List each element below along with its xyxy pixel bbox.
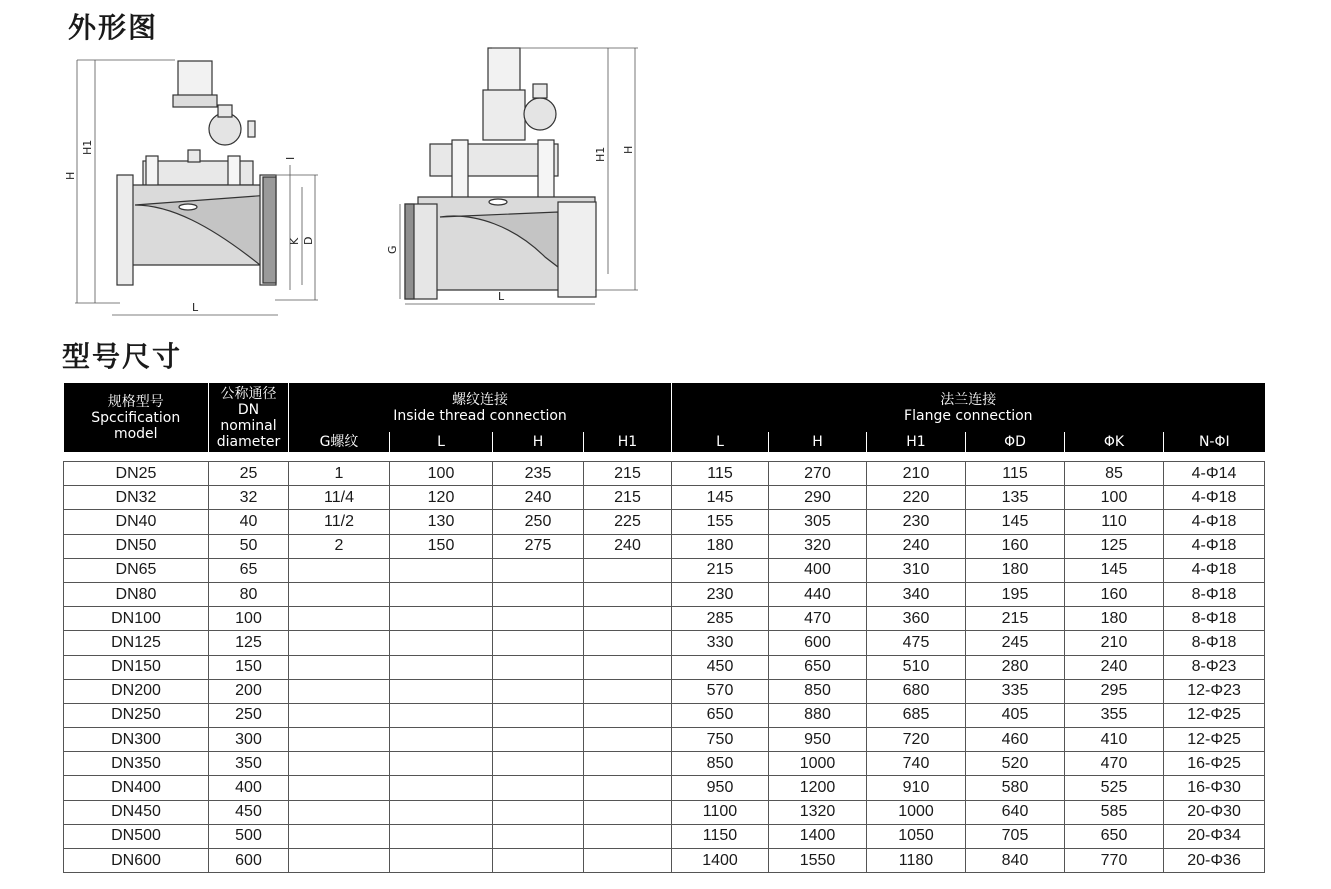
table-cell: 4-Φ18: [1164, 510, 1265, 534]
table-cell: 720: [867, 728, 966, 752]
table-cell: [390, 752, 493, 776]
table-cell: [493, 607, 584, 631]
table-cell: 1400: [672, 849, 769, 873]
table-cell: 20-Φ34: [1164, 824, 1265, 848]
table-cell: 155: [672, 510, 769, 534]
table-cell: 100: [390, 462, 493, 486]
table-cell: 235: [493, 462, 584, 486]
table-cell: 16-Φ30: [1164, 776, 1265, 800]
table-cell: [289, 824, 390, 848]
table-cell: [584, 824, 672, 848]
table-cell: [584, 631, 672, 655]
table-cell: [493, 776, 584, 800]
dim-label-g: G: [386, 245, 399, 254]
table-cell: [584, 800, 672, 824]
table-cell: 32: [209, 486, 289, 510]
table-cell: 110: [1065, 510, 1164, 534]
table-cell: 400: [209, 776, 289, 800]
table-cell: 40: [209, 510, 289, 534]
table-cell: DN100: [64, 607, 209, 631]
table-cell: 340: [867, 582, 966, 606]
table-cell: 685: [867, 703, 966, 727]
header-thread-h: H: [493, 432, 584, 452]
table-cell: 215: [584, 462, 672, 486]
table-cell: 11/2: [289, 510, 390, 534]
table-cell: 4-Φ18: [1164, 558, 1265, 582]
table-cell: 570: [672, 679, 769, 703]
header-spec: 规格型号 Spccification model: [64, 383, 209, 452]
header-flange-ok: ΦK: [1065, 432, 1164, 452]
table-cell: DN250: [64, 703, 209, 727]
dim-label-h-thread: H: [622, 145, 635, 154]
table-cell: 1000: [867, 800, 966, 824]
table-cell: [390, 655, 493, 679]
table-cell: 880: [769, 703, 867, 727]
table-cell: 80: [209, 582, 289, 606]
table-cell: 1180: [867, 849, 966, 873]
table-cell: 180: [966, 558, 1065, 582]
table-cell: 150: [390, 534, 493, 558]
table-cell: 470: [1065, 752, 1164, 776]
table-cell: [584, 728, 672, 752]
header-flange-l: L: [672, 432, 769, 452]
table-cell: 4-Φ18: [1164, 534, 1265, 558]
table-cell: DN200: [64, 679, 209, 703]
table-cell: 705: [966, 824, 1065, 848]
table-cell: 640: [966, 800, 1065, 824]
table-cell: 525: [1065, 776, 1164, 800]
table-cell: [289, 631, 390, 655]
table-cell: DN65: [64, 558, 209, 582]
table-cell: [493, 849, 584, 873]
table-cell: 130: [390, 510, 493, 534]
size-section-title: 型号尺寸: [62, 340, 183, 373]
table-row: [64, 849, 1265, 873]
table-cell: 25: [209, 462, 289, 486]
table-row: [64, 655, 1265, 679]
table-cell: 50: [209, 534, 289, 558]
table-cell: [493, 824, 584, 848]
header-flange: 法兰连接 Flange connection: [672, 383, 1265, 432]
table-cell: DN400: [64, 776, 209, 800]
dim-label-l-thread: L: [498, 290, 505, 303]
table-cell: 650: [769, 655, 867, 679]
table-cell: [584, 655, 672, 679]
table-cell: 100: [1065, 486, 1164, 510]
table-cell: 280: [966, 655, 1065, 679]
dim-label-h1: H1: [81, 139, 94, 155]
table-cell: [390, 631, 493, 655]
table-cell: 8-Φ18: [1164, 607, 1265, 631]
table-cell: [289, 655, 390, 679]
table-cell: 4-Φ14: [1164, 462, 1265, 486]
table-cell: DN80: [64, 582, 209, 606]
table-row: [64, 703, 1265, 727]
table-cell: [584, 776, 672, 800]
table-cell: 195: [966, 582, 1065, 606]
table-cell: [289, 558, 390, 582]
table-cell: 950: [672, 776, 769, 800]
table-cell: DN125: [64, 631, 209, 655]
table-cell: 650: [672, 703, 769, 727]
table-cell: 12-Φ23: [1164, 679, 1265, 703]
table-cell: [493, 703, 584, 727]
table-cell: [493, 679, 584, 703]
table-cell: [390, 824, 493, 848]
table-cell: 950: [769, 728, 867, 752]
table-cell: 270: [769, 462, 867, 486]
table-row: [64, 558, 1265, 582]
table-cell: [584, 752, 672, 776]
header-flange-holes: N-ΦI: [1164, 432, 1265, 452]
table-cell: 4-Φ18: [1164, 486, 1265, 510]
table-cell: 2: [289, 534, 390, 558]
table-cell: 210: [867, 462, 966, 486]
table-cell: [289, 582, 390, 606]
table-cell: 520: [966, 752, 1065, 776]
table-cell: 350: [209, 752, 289, 776]
dim-label-d: D: [302, 236, 315, 245]
header-dn: 公称通径 DN nominal diameter: [209, 383, 289, 452]
table-cell: 680: [867, 679, 966, 703]
table-cell: 275: [493, 534, 584, 558]
table-cell: 750: [672, 728, 769, 752]
table-cell: 410: [1065, 728, 1164, 752]
table-cell: [390, 728, 493, 752]
table-cell: 580: [966, 776, 1065, 800]
table-cell: [493, 728, 584, 752]
header-g-thread: G螺纹: [289, 432, 390, 452]
table-cell: 240: [584, 534, 672, 558]
table-cell: 650: [1065, 824, 1164, 848]
table-row: [64, 510, 1265, 534]
table-cell: 16-Φ25: [1164, 752, 1265, 776]
table-cell: [390, 558, 493, 582]
table-cell: 160: [966, 534, 1065, 558]
table-cell: 125: [1065, 534, 1164, 558]
table-row: [64, 631, 1265, 655]
header-flange-h1: H1: [867, 432, 966, 452]
spec-table: [63, 383, 1265, 873]
table-cell: 250: [209, 703, 289, 727]
dim-label-k: K: [288, 237, 301, 245]
table-cell: 230: [672, 582, 769, 606]
table-cell: 500: [209, 824, 289, 848]
header-thread-h1: H1: [584, 432, 672, 452]
table-cell: 115: [966, 462, 1065, 486]
table-cell: 1050: [867, 824, 966, 848]
table-cell: 20-Φ36: [1164, 849, 1265, 873]
table-cell: 1100: [672, 800, 769, 824]
table-cell: 1550: [769, 849, 867, 873]
table-cell: [584, 679, 672, 703]
table-cell: 300: [209, 728, 289, 752]
table-cell: [493, 631, 584, 655]
table-cell: 145: [672, 486, 769, 510]
table-cell: 8-Φ18: [1164, 582, 1265, 606]
table-cell: 160: [1065, 582, 1164, 606]
table-cell: 215: [584, 486, 672, 510]
table-cell: DN40: [64, 510, 209, 534]
table-cell: 405: [966, 703, 1065, 727]
table-cell: 230: [867, 510, 966, 534]
table-cell: 1200: [769, 776, 867, 800]
table-cell: 8-Φ23: [1164, 655, 1265, 679]
table-cell: [289, 679, 390, 703]
table-cell: [390, 607, 493, 631]
table-cell: [289, 728, 390, 752]
table-cell: 740: [867, 752, 966, 776]
table-cell: [390, 582, 493, 606]
header-flange-h: H: [769, 432, 867, 452]
table-cell: DN350: [64, 752, 209, 776]
table-cell: 250: [493, 510, 584, 534]
table-cell: [289, 849, 390, 873]
table-row: [64, 824, 1265, 848]
table-row: [64, 582, 1265, 606]
table-cell: 100: [209, 607, 289, 631]
table-cell: DN32: [64, 486, 209, 510]
table-cell: 210: [1065, 631, 1164, 655]
table-cell: 285: [672, 607, 769, 631]
table-cell: [493, 752, 584, 776]
table-cell: 305: [769, 510, 867, 534]
table-cell: [390, 703, 493, 727]
table-row: [64, 776, 1265, 800]
table-cell: 1: [289, 462, 390, 486]
table-cell: 85: [1065, 462, 1164, 486]
table-cell: DN450: [64, 800, 209, 824]
table-cell: 355: [1065, 703, 1164, 727]
table-cell: 240: [493, 486, 584, 510]
table-cell: 225: [584, 510, 672, 534]
table-cell: DN500: [64, 824, 209, 848]
table-cell: 850: [672, 752, 769, 776]
table-cell: 11/4: [289, 486, 390, 510]
dim-label-i: I: [284, 156, 297, 160]
table-cell: DN25: [64, 462, 209, 486]
table-cell: 475: [867, 631, 966, 655]
table-cell: 12-Φ25: [1164, 703, 1265, 727]
table-cell: [390, 679, 493, 703]
table-cell: 510: [867, 655, 966, 679]
header-flange-od: ΦD: [966, 432, 1065, 452]
table-cell: [289, 607, 390, 631]
table-row: [64, 800, 1265, 824]
table-row: [64, 679, 1265, 703]
table-cell: 12-Φ25: [1164, 728, 1265, 752]
table-cell: 360: [867, 607, 966, 631]
table-cell: [584, 849, 672, 873]
table-cell: 145: [966, 510, 1065, 534]
table-cell: 65: [209, 558, 289, 582]
table-cell: DN150: [64, 655, 209, 679]
table-cell: 600: [209, 849, 289, 873]
header-thread-l: L: [390, 432, 493, 452]
table-cell: 1400: [769, 824, 867, 848]
table-cell: 770: [1065, 849, 1164, 873]
table-cell: [493, 800, 584, 824]
flange-valve-drawing: [60, 55, 330, 320]
table-cell: 145: [1065, 558, 1164, 582]
table-cell: 585: [1065, 800, 1164, 824]
table-cell: 1320: [769, 800, 867, 824]
table-cell: [390, 776, 493, 800]
table-cell: [289, 703, 390, 727]
table-cell: [289, 752, 390, 776]
table-cell: 20-Φ30: [1164, 800, 1265, 824]
table-cell: 120: [390, 486, 493, 510]
table-cell: 240: [867, 534, 966, 558]
table-cell: DN600: [64, 849, 209, 873]
table-cell: [493, 655, 584, 679]
table-row: [64, 607, 1265, 631]
dim-label-l: L: [192, 301, 199, 314]
table-cell: 8-Φ18: [1164, 631, 1265, 655]
table-cell: 850: [769, 679, 867, 703]
table-cell: 215: [966, 607, 1065, 631]
table-cell: 135: [966, 486, 1065, 510]
table-cell: [584, 703, 672, 727]
table-cell: 200: [209, 679, 289, 703]
table-cell: [584, 582, 672, 606]
table-row: [64, 728, 1265, 752]
drawing-section-title: 外形图: [68, 11, 159, 44]
table-cell: [390, 849, 493, 873]
table-row: [64, 486, 1265, 510]
table-cell: 1150: [672, 824, 769, 848]
table-cell: 400: [769, 558, 867, 582]
table-cell: 150: [209, 655, 289, 679]
table-cell: 295: [1065, 679, 1164, 703]
table-cell: [584, 607, 672, 631]
dim-label-h: H: [64, 171, 77, 180]
table-cell: [493, 582, 584, 606]
table-cell: 220: [867, 486, 966, 510]
table-cell: 215: [672, 558, 769, 582]
table-cell: 460: [966, 728, 1065, 752]
table-cell: 320: [769, 534, 867, 558]
table-cell: [289, 800, 390, 824]
table-cell: 180: [672, 534, 769, 558]
table-cell: 840: [966, 849, 1065, 873]
table-cell: [584, 558, 672, 582]
thread-valve-drawing: [380, 42, 650, 317]
table-cell: [390, 800, 493, 824]
table-row: [64, 462, 1265, 486]
table-cell: 330: [672, 631, 769, 655]
table-cell: DN300: [64, 728, 209, 752]
table-cell: 335: [966, 679, 1065, 703]
table-row: [64, 752, 1265, 776]
table-cell: 125: [209, 631, 289, 655]
table-cell: 910: [867, 776, 966, 800]
table-cell: 115: [672, 462, 769, 486]
table-cell: 450: [672, 655, 769, 679]
table-cell: 450: [209, 800, 289, 824]
table-cell: 180: [1065, 607, 1164, 631]
table-cell: 245: [966, 631, 1065, 655]
table-cell: [493, 558, 584, 582]
table-cell: DN50: [64, 534, 209, 558]
dim-label-h1-thread: H1: [594, 146, 607, 162]
table-cell: 1000: [769, 752, 867, 776]
header-thread: 螺纹连接 Inside thread connection: [289, 383, 672, 432]
table-cell: 240: [1065, 655, 1164, 679]
table-cell: 600: [769, 631, 867, 655]
table-cell: 290: [769, 486, 867, 510]
table-cell: 310: [867, 558, 966, 582]
table-cell: 440: [769, 582, 867, 606]
table-row: [64, 534, 1265, 558]
table-cell: 470: [769, 607, 867, 631]
table-cell: [289, 776, 390, 800]
